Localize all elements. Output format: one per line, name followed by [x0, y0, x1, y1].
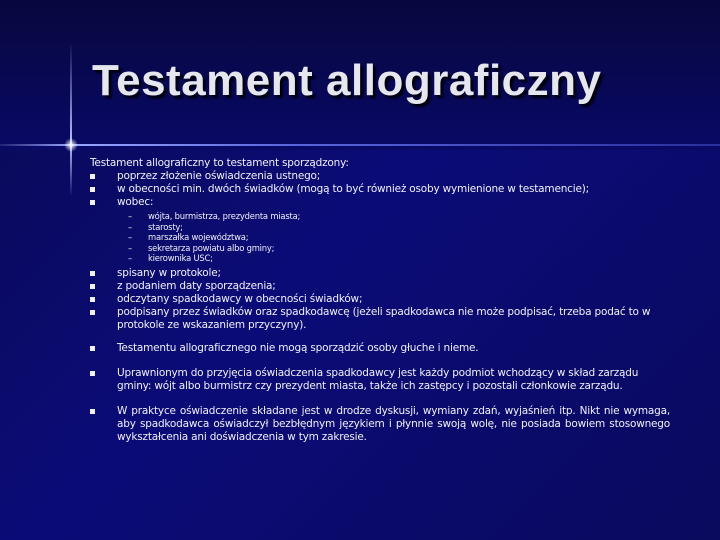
list-item	[90, 306, 670, 332]
sub-list-item-text: marszałka województwa;	[148, 232, 249, 242]
note-text: Testamentu allograficznego nie mogą sporządzić osoby głuche i nieme.	[117, 341, 479, 354]
note-text: W praktyce oświadczenie składane jest w drodze dyskusji, wymiany zdań, wyjaśnień itp. Nikt nie wymaga, aby spadkodawca oświadczył bezbłędnym językiem i płynnie swoją wolę, nie posiada bowiem stosownego wykształcenia ani doświadczenia w tym zakresie.	[117, 404, 670, 443]
sub-list-item	[90, 222, 670, 233]
square-bullet-icon	[90, 271, 95, 276]
dash-bullet-icon: –	[128, 232, 132, 242]
note-text: Uprawnionym do przyjęcia oświadczenia spadkodawcy jest każdy podmiot wchodzący w skład zarządu gminy: wójt albo burmistrz czy prezydent miasta, także ich zastępcy i pozostali członkowie zarządu.	[117, 366, 639, 392]
sub-list	[90, 211, 670, 264]
sub-list-item-text: kierownika USC;	[148, 253, 213, 263]
note-item	[90, 367, 670, 393]
dash-bullet-icon: –	[128, 221, 132, 232]
list-item-text: spisany w protokole;	[117, 266, 221, 279]
list-item	[90, 267, 670, 280]
list-item-text: w obecności min. dwóch świadków (mogą to być również osoby wymienione w testamencie);	[117, 183, 589, 195]
square-bullet-icon	[90, 200, 95, 205]
slide-title: Testament allograficzny	[92, 56, 602, 105]
sub-list-item	[90, 211, 670, 222]
square-bullet-icon	[90, 371, 95, 376]
square-bullet-icon	[90, 174, 95, 179]
slide-body	[90, 157, 670, 444]
intro-text: Testament allograficzny to testament sporządzony:	[90, 157, 349, 169]
square-bullet-icon	[90, 297, 95, 302]
sub-list-item	[90, 253, 670, 264]
list-item	[90, 170, 670, 183]
bullet-list-2	[90, 267, 670, 332]
list-item	[90, 293, 670, 306]
square-bullet-icon	[90, 284, 95, 289]
square-bullet-icon	[90, 346, 95, 351]
sub-list-item	[90, 232, 670, 243]
list-item-text: z podaniem daty sporządzenia;	[117, 279, 276, 292]
list-item-text: wobec:	[117, 196, 154, 208]
vertical-accent-line	[70, 45, 72, 195]
note-item	[90, 342, 670, 355]
horizontal-divider-line	[0, 144, 720, 146]
notes-list	[90, 342, 670, 444]
square-bullet-icon	[90, 187, 95, 192]
square-bullet-icon	[90, 310, 95, 315]
sparkle-icon	[64, 138, 78, 152]
note-item	[90, 405, 670, 444]
list-item	[90, 196, 670, 209]
dash-bullet-icon: –	[128, 242, 132, 253]
list-item-text: odczytany spadkodawcy w obecności świadków;	[117, 292, 363, 305]
bullet-list-1	[90, 170, 670, 209]
square-bullet-icon	[90, 409, 95, 414]
sub-list-item-text: wójta, burmistrza, prezydenta miasta;	[148, 211, 301, 221]
sub-list-item-text: starosty;	[148, 221, 183, 232]
dash-bullet-icon: –	[128, 211, 132, 221]
list-item	[90, 280, 670, 293]
dash-bullet-icon: –	[128, 253, 132, 263]
list-item-text: poprzez złożenie oświadczenia ustnego;	[117, 170, 321, 182]
sub-list-item	[90, 243, 670, 254]
list-item	[90, 183, 670, 196]
sub-list-item-text: sekretarza powiatu albo gminy;	[148, 242, 275, 253]
list-item-text: podpisany przez świadków oraz spadkodawcę (jeżeli spadkodawca nie może podpisać, trzeba podać to w protokole ze wskazaniem przyczyny).	[117, 305, 651, 331]
